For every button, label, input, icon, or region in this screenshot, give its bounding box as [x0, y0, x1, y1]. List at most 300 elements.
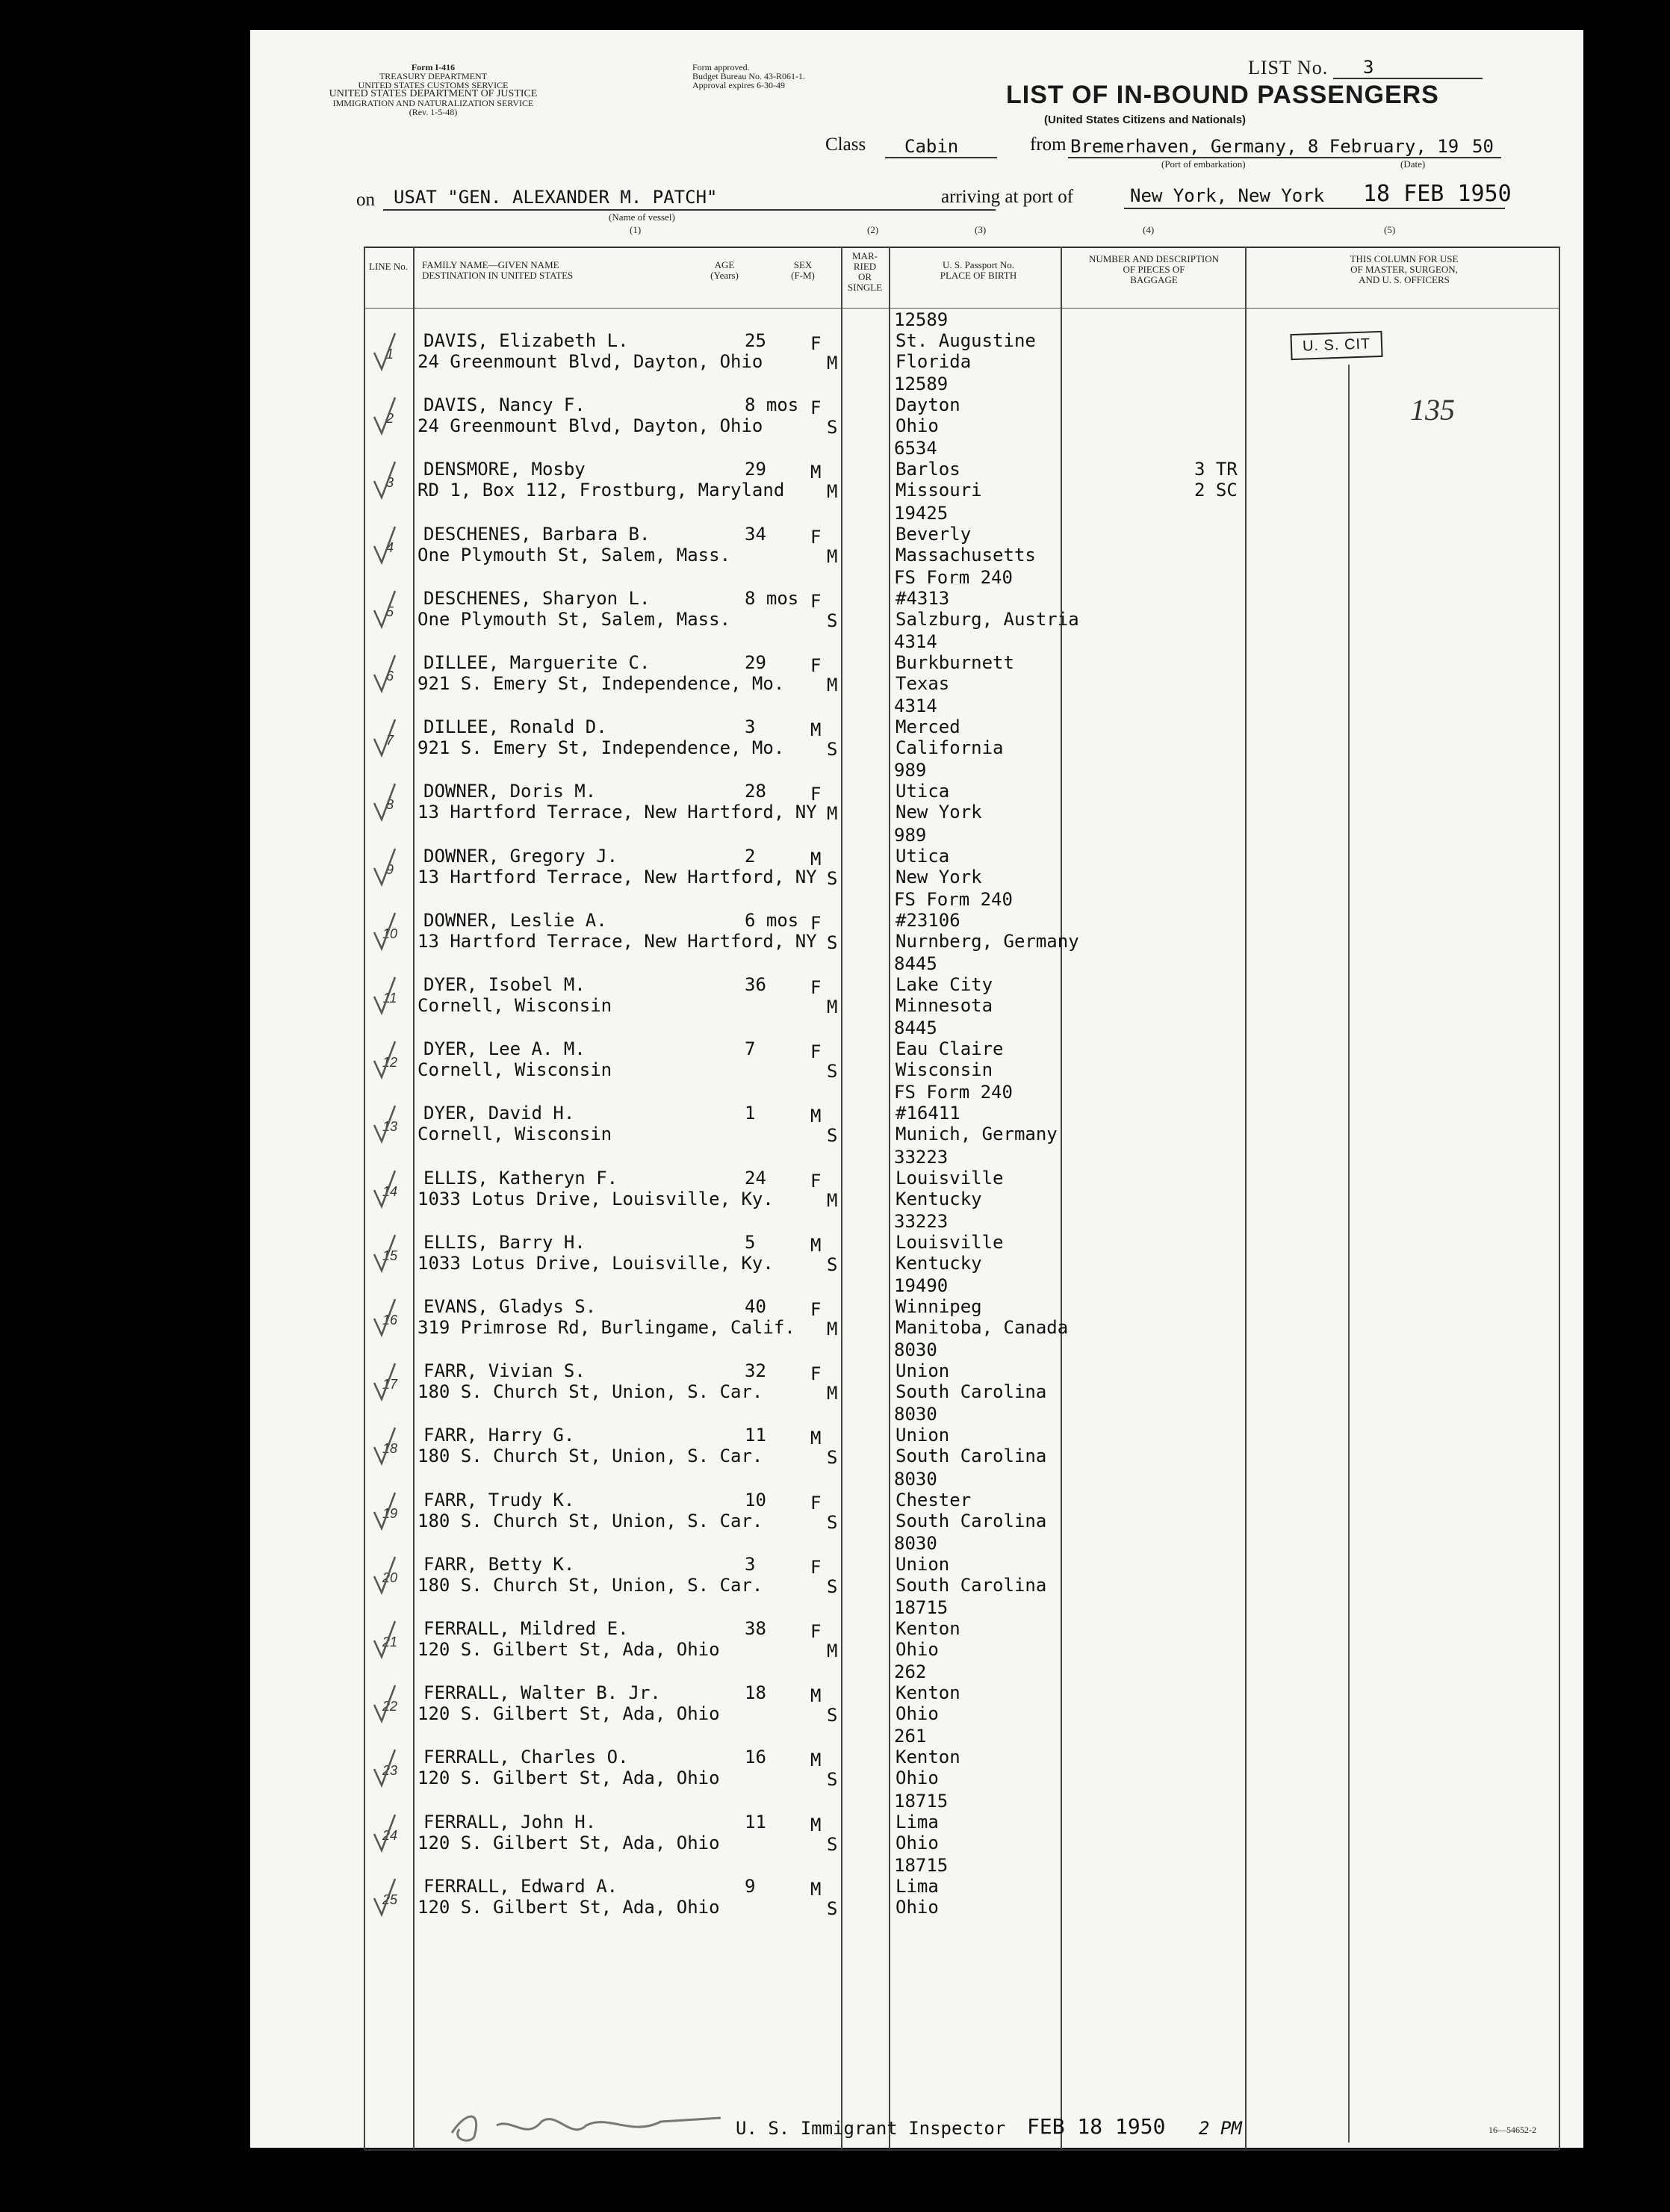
table-row — [364, 1660, 1559, 1725]
line-number: 7 — [385, 733, 394, 749]
passenger-age: 11 — [745, 1425, 766, 1446]
passenger-destination: 319 Primrose Rd, Burlingame, Calif. — [418, 1317, 795, 1338]
passenger-destination: 120 S. Gilbert St, Ada, Ohio — [418, 1896, 720, 1918]
marital-status: M — [827, 545, 838, 567]
arrival-date-stamp: 18 FEB 1950 — [1363, 181, 1512, 207]
vessel-name: USAT "GEN. ALEXANDER M. PATCH" — [394, 187, 718, 208]
passport-number: 4314 — [894, 631, 937, 652]
passenger-name: DESCHENES, Barbara B. — [423, 523, 651, 545]
passenger-destination: 24 Greenmount Blvd, Dayton, Ohio — [418, 351, 763, 372]
birth-place-region: South Carolina — [895, 1574, 1047, 1596]
line-number: 21 — [382, 1635, 398, 1649]
check-mark-icon — [371, 1103, 397, 1144]
birth-place-city: Kenton — [895, 1747, 960, 1768]
passenger-sex: F — [810, 912, 822, 934]
passenger-sex: F — [810, 655, 822, 676]
document-title: LIST OF IN-BOUND PASSENGERS — [1006, 81, 1439, 109]
passenger-destination: 13 Hartford Terrace, New Hartford, NY — [418, 930, 817, 952]
vessel-hint: (Name of vessel) — [609, 211, 675, 223]
col-num-5: (5) — [1384, 224, 1396, 235]
table-row — [364, 1724, 1559, 1789]
marital-status: S — [827, 417, 838, 439]
table-row — [364, 630, 1559, 695]
table-row — [364, 1402, 1559, 1467]
baggage-type: 2 SC — [1194, 480, 1238, 501]
baggage-count: 3 TR — [1194, 459, 1238, 480]
passport-number: 989 — [894, 760, 927, 781]
passenger-age: 29 — [745, 459, 766, 480]
passport-number: 19490 — [894, 1275, 949, 1296]
marital-status: S — [827, 1447, 838, 1469]
check-mark-icon — [371, 1296, 397, 1338]
marital-status: M — [827, 1383, 838, 1404]
marital-status: M — [827, 1641, 838, 1661]
col-num-2: (2) — [867, 224, 879, 235]
passenger-destination: Cornell, Wisconsin — [418, 1059, 612, 1081]
passenger-sex: F — [810, 1299, 822, 1320]
passenger-sex: F — [810, 1041, 822, 1063]
passport-number: 18715 — [894, 1854, 949, 1876]
passenger-name: FERRALL, Edward A. — [423, 1875, 618, 1897]
passenger-age: 28 — [745, 781, 766, 802]
line-number: 17 — [382, 1377, 398, 1392]
passenger-name: DOWNER, Gregory J. — [423, 845, 618, 867]
marital-status: M — [827, 353, 838, 374]
passenger-age: 40 — [745, 1296, 766, 1317]
passenger-destination: 24 Greenmount Blvd, Dayton, Ohio — [418, 415, 763, 437]
passenger-name: DAVIS, Elizabeth L. — [423, 330, 629, 351]
marital-status: S — [827, 610, 838, 631]
passenger-sex: M — [810, 719, 822, 741]
birth-place-city: #4313 — [895, 587, 950, 609]
embarkation-value: Bremerhaven, Germany, 8 February, 19 — [1070, 136, 1459, 157]
col-header-age: AGE (Years) — [710, 259, 739, 281]
passenger-sex: F — [810, 590, 822, 612]
birth-place-city: St. Augustine — [895, 330, 1036, 351]
line-number: 20 — [382, 1570, 398, 1585]
passenger-age: 25 — [745, 330, 766, 351]
passenger-age: 34 — [745, 523, 766, 545]
line-number: 1 — [385, 347, 394, 362]
passenger-name: DESCHENES, Sharyon L. — [423, 587, 651, 609]
passenger-destination: RD 1, Box 112, Frostburg, Maryland — [418, 480, 785, 501]
marital-status: S — [827, 1833, 838, 1855]
birth-place-city: Utica — [895, 845, 950, 867]
table-row — [364, 758, 1559, 823]
passenger-age: 10 — [745, 1489, 766, 1511]
marital-status: S — [827, 1897, 838, 1919]
line-number: 22 — [382, 1699, 398, 1714]
passenger-destination: 13 Hartford Terrace, New Hartford, NY — [418, 802, 817, 823]
check-mark-icon — [371, 1168, 397, 1209]
passport-number: 33223 — [894, 1210, 949, 1232]
passenger-age: 32 — [745, 1360, 766, 1382]
marital-status: M — [827, 803, 838, 825]
passenger-destination: 180 S. Church St, Union, S. Car. — [418, 1510, 763, 1531]
table-row — [364, 1145, 1559, 1210]
passenger-destination: 13 Hartford Terrace, New Hartford, NY — [418, 866, 817, 887]
birth-place-city: Union — [895, 1425, 950, 1446]
passenger-destination: One Plymouth St, Salem, Mass. — [418, 544, 731, 566]
check-mark-icon — [371, 1490, 397, 1531]
marital-status: S — [827, 739, 838, 760]
passenger-destination: 1033 Lotus Drive, Louisville, Ky. — [418, 1252, 774, 1274]
form-id-block: Form I-416 TREASURY DEPARTMENT UNITED STATES CUSTOMS SERVICE UNITED STATES DEPARTMENT OF JUSTICE IMMIGRATION AND NATURALIZATION SERVICE (Rev. 1-5-48) — [329, 62, 538, 117]
birth-place-city: Beverly — [895, 523, 972, 545]
passport-number: 12589 — [894, 374, 949, 395]
passenger-age: 7 — [745, 1038, 756, 1060]
passenger-destination: 921 S. Emery St, Independence, Mo. — [418, 673, 785, 694]
birth-place-city: Union — [895, 1360, 950, 1382]
birth-place-region: Ohio — [895, 1896, 939, 1918]
passenger-name: ELLIS, Katheryn F. — [423, 1167, 618, 1189]
birth-place-city: Winnipeg — [895, 1296, 982, 1317]
birth-place-region: Missouri — [895, 480, 982, 501]
table-row — [364, 694, 1559, 759]
passenger-name: ELLIS, Barry H. — [423, 1231, 586, 1253]
from-label: from — [1030, 134, 1067, 155]
passenger-destination: 1033 Lotus Drive, Louisville, Ky. — [418, 1188, 774, 1209]
passenger-destination: 120 S. Gilbert St, Ada, Ohio — [418, 1703, 720, 1725]
check-mark-icon — [371, 1360, 397, 1402]
passenger-age: 16 — [745, 1747, 766, 1768]
line-number: 24 — [382, 1827, 398, 1843]
line-number: 25 — [382, 1892, 398, 1907]
passenger-sex: F — [810, 1556, 822, 1578]
passenger-name: FERRALL, Mildred E. — [423, 1618, 629, 1639]
passenger-destination: Cornell, Wisconsin — [418, 1124, 612, 1145]
passenger-destination: 180 S. Church St, Union, S. Car. — [418, 1381, 763, 1403]
table-row — [364, 566, 1559, 631]
line-number: 11 — [382, 991, 397, 1006]
inspection-date-stamp: FEB 18 1950 — [1027, 2114, 1166, 2139]
birth-place-region: Florida — [895, 351, 972, 372]
birth-place-city: Chester — [895, 1489, 972, 1511]
passenger-age: 6 mos — [745, 909, 799, 931]
marital-status: S — [827, 1254, 838, 1275]
passenger-sex: M — [810, 1685, 822, 1707]
passenger-age: 9 — [745, 1875, 756, 1897]
document-subtitle: (United States Citizens and Nationals) — [1044, 114, 1247, 126]
passenger-name: DILLEE, Ronald D. — [423, 716, 607, 738]
year-value: 50 — [1472, 136, 1494, 157]
birth-place-city: Eau Claire — [895, 1038, 1004, 1060]
passenger-name: DYER, Lee A. M. — [423, 1038, 586, 1060]
check-mark-icon — [371, 588, 397, 630]
birth-place-city: Kenton — [895, 1618, 960, 1639]
passport-number: 8030 — [894, 1339, 937, 1361]
check-mark-icon — [371, 1812, 397, 1853]
check-mark-icon — [371, 1682, 397, 1724]
passenger-age: 36 — [745, 974, 766, 995]
passenger-sex: F — [810, 333, 822, 354]
passenger-name: DYER, David H. — [423, 1103, 575, 1124]
passenger-sex: M — [810, 462, 822, 483]
check-mark-icon — [371, 524, 397, 566]
marital-status: S — [827, 1769, 838, 1791]
col-header-baggage: NUMBER AND DESCRIPTION OF PIECES OF BAGGAGE — [1088, 253, 1220, 285]
line-number: 4 — [385, 539, 394, 555]
table-row — [364, 952, 1559, 1017]
passenger-age: 3 — [745, 716, 756, 738]
passenger-destination: 921 S. Emery St, Independence, Mo. — [418, 737, 785, 759]
birth-place-region: Kentucky — [895, 1252, 982, 1274]
passenger-name: FARR, Trudy K. — [423, 1489, 575, 1511]
table-row — [364, 1596, 1559, 1661]
line-number: 23 — [382, 1763, 398, 1779]
birth-place-region: Texas — [895, 673, 950, 694]
col-header-line: LINE No. — [369, 261, 408, 272]
marital-status: M — [827, 1319, 838, 1339]
officer-count-note: 135 — [1410, 393, 1455, 427]
passport-number: 18715 — [894, 1597, 949, 1618]
passport-number: 8445 — [894, 953, 937, 974]
passenger-name: DAVIS, Nancy F. — [423, 394, 586, 416]
marital-status: M — [827, 675, 838, 695]
passenger-age: 8 mos — [745, 394, 799, 416]
marital-status: M — [827, 481, 838, 503]
birth-place-region: New York — [895, 866, 982, 887]
passenger-name: EVANS, Gladys S. — [423, 1296, 597, 1317]
birth-place-region: South Carolina — [895, 1381, 1047, 1403]
birth-place-region: Kentucky — [895, 1188, 982, 1209]
table-row — [364, 308, 1559, 373]
birth-place-city: Dayton — [895, 394, 960, 416]
arriving-label: arriving at port of — [941, 187, 1074, 207]
table-row — [364, 1789, 1559, 1854]
passport-number: 8030 — [894, 1532, 937, 1554]
check-mark-icon — [371, 1232, 397, 1274]
passenger-name: DYER, Isobel M. — [423, 974, 586, 995]
check-mark-icon — [371, 1618, 397, 1660]
passport-number: 261 — [894, 1726, 927, 1747]
col-header-sex: SEX (F-M) — [791, 259, 815, 281]
birth-place-city: #16411 — [895, 1103, 960, 1124]
birth-place-city: Lake City — [895, 974, 993, 995]
check-mark-icon — [371, 781, 397, 822]
birth-place-city: Union — [895, 1553, 950, 1575]
form-code: 16—54652-2 — [1489, 2125, 1536, 2135]
check-mark-icon — [371, 716, 397, 758]
marital-status: S — [827, 867, 838, 889]
passenger-destination: 180 S. Church St, Union, S. Car. — [418, 1446, 763, 1467]
passenger-name: DENSMORE, Mosby — [423, 459, 586, 480]
us-citizen-stamp: U. S. CIT — [1290, 331, 1382, 360]
birth-place-city: Lima — [895, 1875, 939, 1897]
table-row — [364, 1016, 1559, 1081]
passenger-destination: 180 S. Church St, Union, S. Car. — [418, 1574, 763, 1596]
line-number: 2 — [385, 411, 394, 427]
passport-number: 8445 — [894, 1017, 937, 1039]
birth-place-region: California — [895, 737, 1004, 759]
col-num-3: (3) — [975, 224, 987, 235]
passenger-sex: M — [810, 848, 822, 870]
passenger-name: FARR, Vivian S. — [423, 1360, 586, 1382]
marital-status: S — [827, 1705, 838, 1726]
table-row — [364, 1080, 1559, 1145]
line-number: 15 — [382, 1248, 398, 1263]
passenger-sex: M — [810, 1234, 822, 1256]
passenger-age: 11 — [745, 1811, 766, 1833]
birth-place-region: Ohio — [895, 1768, 939, 1789]
table-row — [364, 823, 1559, 888]
check-mark-icon — [371, 974, 397, 1016]
table-row — [364, 1531, 1559, 1596]
marital-status: M — [827, 1189, 838, 1211]
table-row — [364, 1209, 1559, 1274]
line-number: 6 — [385, 669, 394, 684]
marital-status: S — [827, 1061, 838, 1082]
check-mark-icon — [371, 394, 397, 436]
passenger-name: FARR, Betty K. — [423, 1553, 575, 1575]
vessel-col-num: (1) — [630, 224, 642, 235]
marital-status: S — [827, 1511, 838, 1533]
check-mark-icon — [371, 1554, 397, 1596]
line-number: 13 — [382, 1119, 398, 1135]
birth-place-city: Barlos — [895, 459, 960, 480]
birth-place-city: Utica — [895, 781, 950, 802]
passenger-age: 18 — [745, 1682, 766, 1704]
birth-place-city: Kenton — [895, 1682, 960, 1704]
passenger-sex: F — [810, 977, 822, 998]
table-row — [364, 372, 1559, 437]
check-mark-icon — [371, 846, 397, 887]
birth-place-region: Munich, Germany — [895, 1124, 1058, 1145]
class-label: Class — [825, 134, 866, 155]
passenger-age: 3 — [745, 1553, 756, 1575]
passport-number: 33223 — [894, 1146, 949, 1168]
passenger-name: FERRALL, Charles O. — [423, 1747, 629, 1768]
birth-place-city: #23106 — [895, 909, 960, 931]
birth-place-region: Nurnberg, Germany — [895, 930, 1079, 952]
passenger-age: 2 — [745, 845, 756, 867]
passport-number: 4314 — [894, 695, 937, 717]
check-mark-icon — [371, 1038, 397, 1080]
passenger-age: 1 — [745, 1103, 756, 1124]
line-number: 3 — [385, 475, 394, 491]
marital-status: M — [827, 997, 838, 1017]
check-mark-icon — [371, 330, 397, 372]
table-row — [364, 887, 1559, 952]
list-number-value: 3 — [1363, 57, 1374, 78]
passenger-sex: F — [810, 1170, 822, 1192]
passenger-name: FERRALL, John H. — [423, 1811, 597, 1833]
birth-place-region: Wisconsin — [895, 1059, 993, 1081]
birth-place-region: Ohio — [895, 415, 939, 437]
line-number: 5 — [385, 604, 394, 619]
col-num-4: (4) — [1143, 224, 1155, 235]
on-label: on — [356, 190, 375, 210]
birth-place-city: Louisville — [895, 1167, 1004, 1189]
passport-number: 8030 — [894, 1404, 937, 1425]
line-number: 18 — [382, 1441, 398, 1457]
birth-place-city: Lima — [895, 1811, 939, 1833]
passenger-sex: F — [810, 1492, 822, 1514]
check-mark-icon — [371, 1747, 397, 1788]
passport-number: FS Form 240 — [894, 888, 1013, 910]
passenger-name: FARR, Harry G. — [423, 1425, 575, 1446]
birth-place-region: Manitoba, Canada — [895, 1317, 1069, 1338]
birth-place-region: Minnesota — [895, 995, 993, 1016]
table-row — [364, 1274, 1559, 1339]
birth-place-city: Burkburnett — [895, 652, 1014, 673]
passenger-destination: 120 S. Gilbert St, Ada, Ohio — [418, 1768, 720, 1789]
date-hint: (Date) — [1400, 158, 1426, 170]
passport-number: 6534 — [894, 438, 937, 459]
passenger-destination: Cornell, Wisconsin — [418, 995, 612, 1016]
passenger-age: 5 — [745, 1231, 756, 1253]
inspection-time: 2 PM — [1199, 2118, 1242, 2139]
class-value: Cabin — [904, 136, 959, 157]
table-row — [364, 436, 1559, 501]
passenger-sex: M — [810, 1814, 822, 1835]
line-number: 16 — [382, 1313, 398, 1327]
birth-place-region: Ohio — [895, 1639, 939, 1660]
table-row — [364, 1338, 1559, 1403]
passport-number: 19425 — [894, 502, 949, 524]
passenger-sex: F — [810, 1363, 822, 1385]
passenger-name: DILLEE, Marguerite C. — [423, 652, 651, 673]
check-mark-icon — [371, 459, 397, 501]
arrival-port: New York, New York — [1130, 185, 1325, 206]
passenger-sex: F — [810, 1621, 822, 1642]
passport-number: 18715 — [894, 1790, 949, 1812]
passenger-sex: M — [810, 1428, 822, 1449]
passenger-sex: F — [810, 784, 822, 805]
birth-place-region: New York — [895, 802, 982, 823]
passenger-sex: F — [810, 526, 822, 548]
check-mark-icon — [371, 1425, 397, 1466]
marital-status: S — [827, 932, 838, 953]
table-row — [364, 1467, 1559, 1532]
col-header-passport: U. S. Passport No. PLACE OF BIRTH — [940, 259, 1017, 281]
line-number: 19 — [382, 1505, 398, 1521]
inspector-signature — [437, 2103, 736, 2148]
line-number: 8 — [385, 797, 394, 813]
check-mark-icon — [371, 910, 397, 952]
col-header-officers: THIS COLUMN FOR USE OF MASTER, SURGEON, AND U. S. OFFICERS — [1350, 253, 1459, 285]
approval-block: Form approved. Budget Bureau No. 43-R061-1. Approval expires 6-30-49 — [692, 62, 805, 90]
passenger-age: 29 — [745, 652, 766, 673]
table-row — [364, 501, 1559, 566]
birth-place-region: Ohio — [895, 1703, 939, 1725]
list-number-label: LIST No. — [1248, 57, 1329, 78]
passport-number: 262 — [894, 1661, 927, 1683]
passenger-destination: One Plymouth St, Salem, Mass. — [418, 608, 731, 630]
passport-number: 989 — [894, 824, 927, 846]
passenger-sex: M — [810, 1878, 822, 1900]
line-number: 14 — [382, 1183, 398, 1199]
port-hint: (Port of embarkation) — [1161, 158, 1246, 170]
passenger-destination: 120 S. Gilbert St, Ada, Ohio — [418, 1639, 720, 1660]
line-number: 12 — [382, 1055, 398, 1071]
passport-number: FS Form 240 — [894, 566, 1013, 588]
passenger-name: DOWNER, Doris M. — [423, 781, 597, 802]
birth-place-region: South Carolina — [895, 1510, 1047, 1531]
passenger-destination: 120 S. Gilbert St, Ada, Ohio — [418, 1832, 720, 1853]
birth-place-city: Louisville — [895, 1231, 1004, 1253]
birth-place-region: Massachusetts — [895, 544, 1036, 566]
passenger-age: 24 — [745, 1167, 766, 1189]
birth-place-region: Salzburg, Austria — [895, 608, 1079, 630]
passenger-age: 8 mos — [745, 587, 799, 609]
passenger-name: FERRALL, Walter B. Jr. — [423, 1682, 661, 1704]
inspector-signature-label: U. S. Immigrant Inspector — [736, 2118, 1006, 2139]
col-header-name: FAMILY NAME—GIVEN NAME DESTINATION IN UNITED STATES — [422, 259, 574, 281]
line-number: 10 — [382, 926, 398, 941]
line-number: 9 — [385, 861, 394, 877]
passport-number: 12589 — [894, 309, 949, 330]
